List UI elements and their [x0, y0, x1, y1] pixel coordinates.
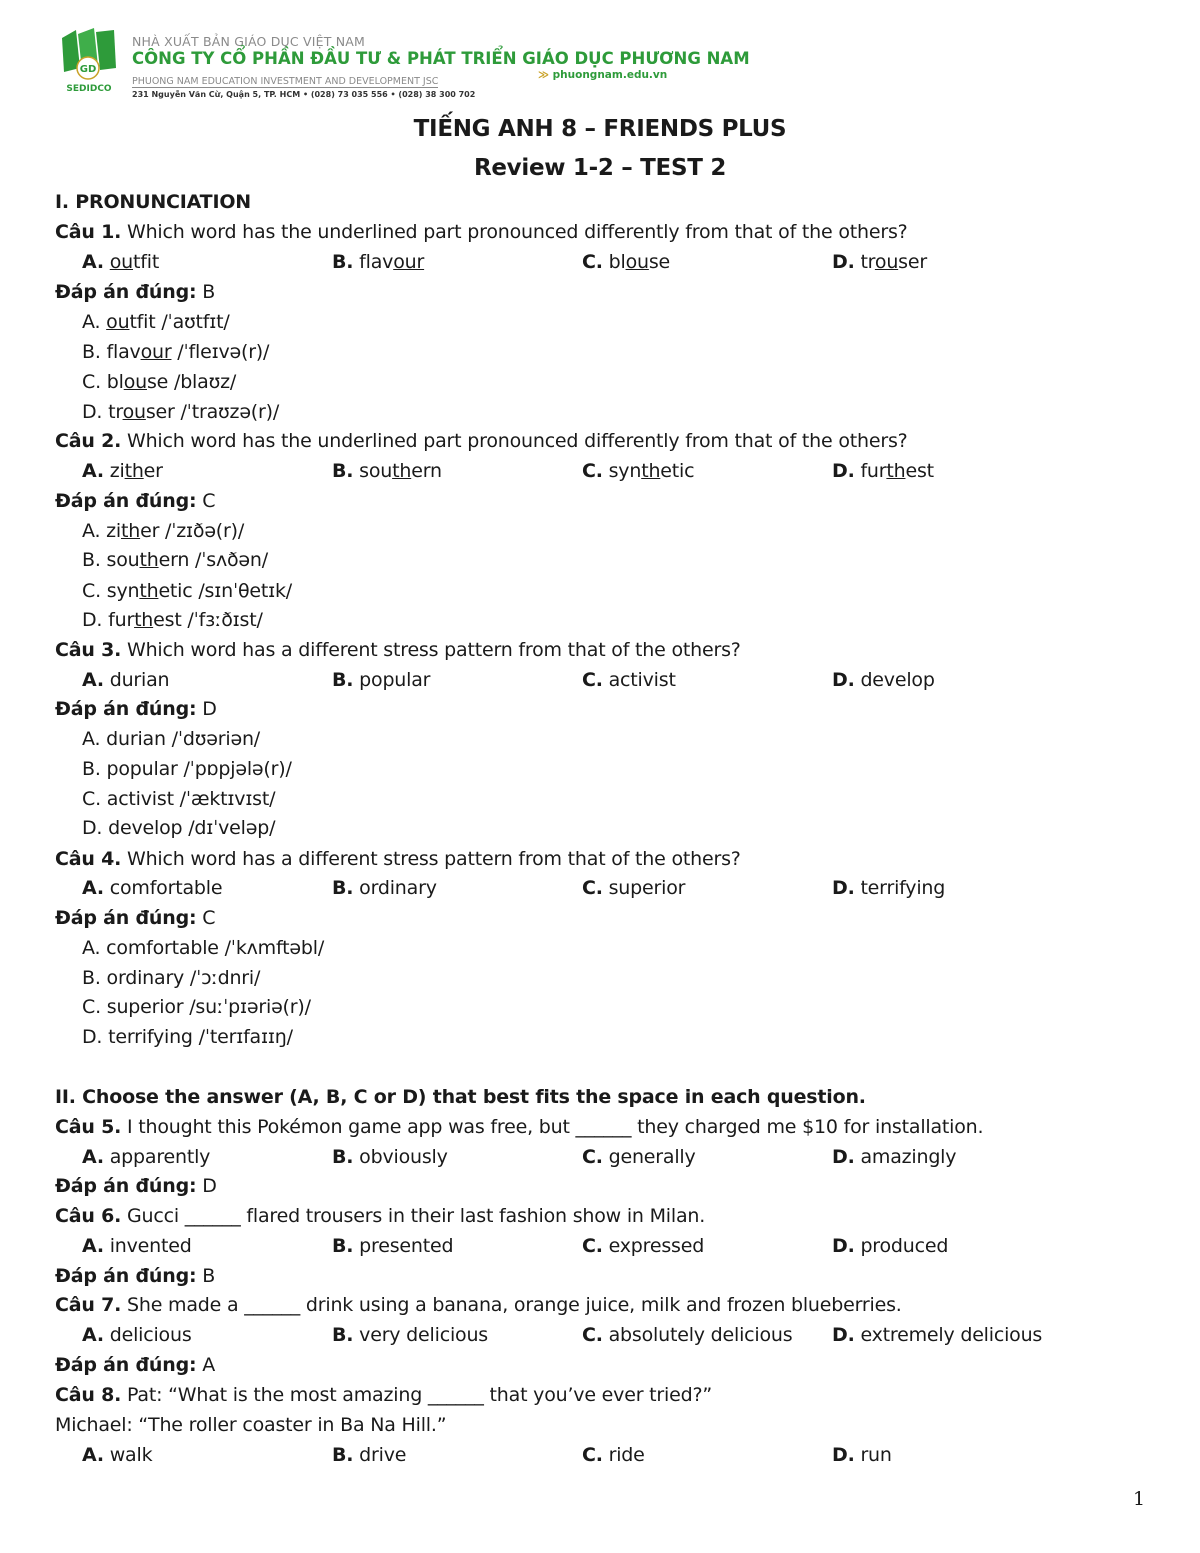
explanation-line: A. zither /ˈzɪðə(r)/	[82, 520, 245, 542]
logo-text: SEDIDCO	[66, 84, 112, 94]
explanation-line: C. blouse /blaʊz/	[82, 371, 237, 393]
arrow-icon: ≫	[538, 69, 553, 81]
question-stem: Câu 6. Gucci ______ flared trousers in their last fashion show in Milan.	[55, 1205, 706, 1227]
question-stem: Câu 8. Pat: “What is the most amazing ______ that you’ve ever tried?”	[55, 1384, 712, 1406]
option-d: D. amazingly	[832, 1146, 957, 1168]
question-stem: Câu 4. Which word has a different stress pattern from that of the others?	[55, 848, 741, 870]
option-b: B. obviously	[332, 1146, 448, 1168]
option-a: A. invented	[82, 1235, 192, 1257]
answer-key: Đáp án đúng: C	[55, 907, 216, 929]
option-a: A. outfit	[82, 251, 160, 273]
company-address: 231 Nguyễn Văn Cừ, Quận 5, TP. HCM • (028) 73 035 556 • (028) 38 300 702	[132, 90, 476, 99]
explanation-line: C. activist /ˈæktɪvɪst/	[82, 788, 276, 810]
document-subtitle: Review 1-2 – TEST 2	[473, 155, 727, 181]
option-c: C. activist	[582, 669, 676, 691]
answer-key: Đáp án đúng: D	[55, 1175, 217, 1197]
publisher-header	[58, 28, 750, 99]
question-stem: Câu 5. I thought this Pokémon game app was free, but ______ they charged me $10 for installation.	[55, 1116, 984, 1138]
company-name-en: PHUONG NAM EDUCATION INVESTMENT AND DEVELOPMENT JSC	[132, 76, 439, 87]
option-c: C. synthetic	[582, 460, 695, 482]
option-b: B. southern	[332, 460, 442, 482]
company-name: CÔNG TY CỔ PHẦN ĐẦU TƯ & PHÁT TRIỂN GIÁO DỤC PHƯƠNG NAM	[132, 49, 750, 68]
option-a: A. apparently	[82, 1146, 211, 1168]
question-stem: Câu 2. Which word has the underlined part pronounced differently from that of the others?	[55, 430, 908, 452]
option-d: D. run	[832, 1444, 892, 1466]
explanation-line: D. develop /dɪˈveləp/	[82, 817, 276, 839]
explanation-line: D. furthest /ˈfɜːðɪst/	[82, 609, 263, 631]
explanation-line: A. comfortable /ˈkʌmftəbl/	[82, 937, 325, 959]
explanation-line: A. outfit /ˈaʊtfɪt/	[82, 311, 230, 333]
option-b: B. ordinary	[332, 877, 437, 899]
option-c: C. ride	[582, 1444, 645, 1466]
option-a: A. durian	[82, 669, 170, 691]
option-b: B. popular	[332, 669, 431, 691]
explanation-line: D. trouser /ˈtraʊzə(r)/	[82, 401, 280, 423]
option-c: C. expressed	[582, 1235, 705, 1257]
option-a: A. zither	[82, 460, 163, 482]
option-d: D. terrifying	[832, 877, 946, 899]
option-a: A. delicious	[82, 1324, 192, 1346]
answer-key: Đáp án đúng: C	[55, 490, 216, 512]
question-stem-continued: Michael: “The roller coaster in Ba Na Hill.”	[55, 1414, 447, 1436]
publisher-name: NHÀ XUẤT BẢN GIÁO DỤC VIỆT NAM	[132, 34, 366, 49]
answer-key: Đáp án đúng: A	[55, 1354, 216, 1376]
option-a: A. walk	[82, 1444, 153, 1466]
publisher-logo	[58, 28, 120, 94]
option-d: D. produced	[832, 1235, 949, 1257]
answer-key: Đáp án đúng: D	[55, 698, 217, 720]
company-website: ≫ phuongnam.edu.vn	[538, 69, 668, 81]
explanation-line: C. superior /suːˈpɪəriə(r)/	[82, 996, 311, 1018]
option-d: D. furthest	[832, 460, 934, 482]
option-d: D. develop	[832, 669, 935, 691]
section-heading: I. PRONUNCIATION	[55, 191, 251, 213]
logo-mark: GD	[79, 64, 97, 75]
explanation-line: B. ordinary /ˈɔːdnri/	[82, 967, 261, 989]
option-d: D. trouser	[832, 251, 927, 273]
option-d: D. extremely delicious	[832, 1324, 1043, 1346]
explanation-line: B. southern /ˈsʌðən/	[82, 549, 268, 571]
answer-key: Đáp án đúng: B	[55, 1265, 216, 1287]
option-c: C. generally	[582, 1146, 696, 1168]
explanation-line: A. durian /ˈdʊəriən/	[82, 728, 260, 750]
option-b: B. presented	[332, 1235, 454, 1257]
question-stem: Câu 3. Which word has a different stress pattern from that of the others?	[55, 639, 741, 661]
question-stem: Câu 7. She made a ______ drink using a banana, orange juice, milk and frozen blueberries.	[55, 1294, 902, 1316]
option-a: A. comfortable	[82, 877, 223, 899]
answer-key: Đáp án đúng: B	[55, 281, 216, 303]
page-number: 1	[1133, 1488, 1146, 1510]
option-b: B. drive	[332, 1444, 407, 1466]
option-c: C. blouse	[582, 251, 671, 273]
section-heading: II. Choose the answer (A, B, C or D) that best fits the space in each question.	[55, 1086, 866, 1108]
option-c: C. superior	[582, 877, 686, 899]
explanation-line: D. terrifying /ˈterɪfaɪɪŋ/	[82, 1026, 293, 1048]
explanation-line: B. popular /ˈpɒpjələ(r)/	[82, 758, 292, 780]
explanation-line: B. flavour /ˈfleɪvə(r)/	[82, 341, 270, 363]
question-stem: Câu 1. Which word has the underlined part pronounced differently from that of the others?	[55, 221, 908, 243]
option-c: C. absolutely delicious	[582, 1324, 793, 1346]
explanation-line: C. synthetic /sɪnˈθetɪk/	[82, 580, 292, 602]
document-title: TIẾNG ANH 8 – FRIENDS PLUS	[413, 116, 787, 142]
option-b: B. very delicious	[332, 1324, 488, 1346]
option-b: B. flavour	[332, 251, 425, 273]
